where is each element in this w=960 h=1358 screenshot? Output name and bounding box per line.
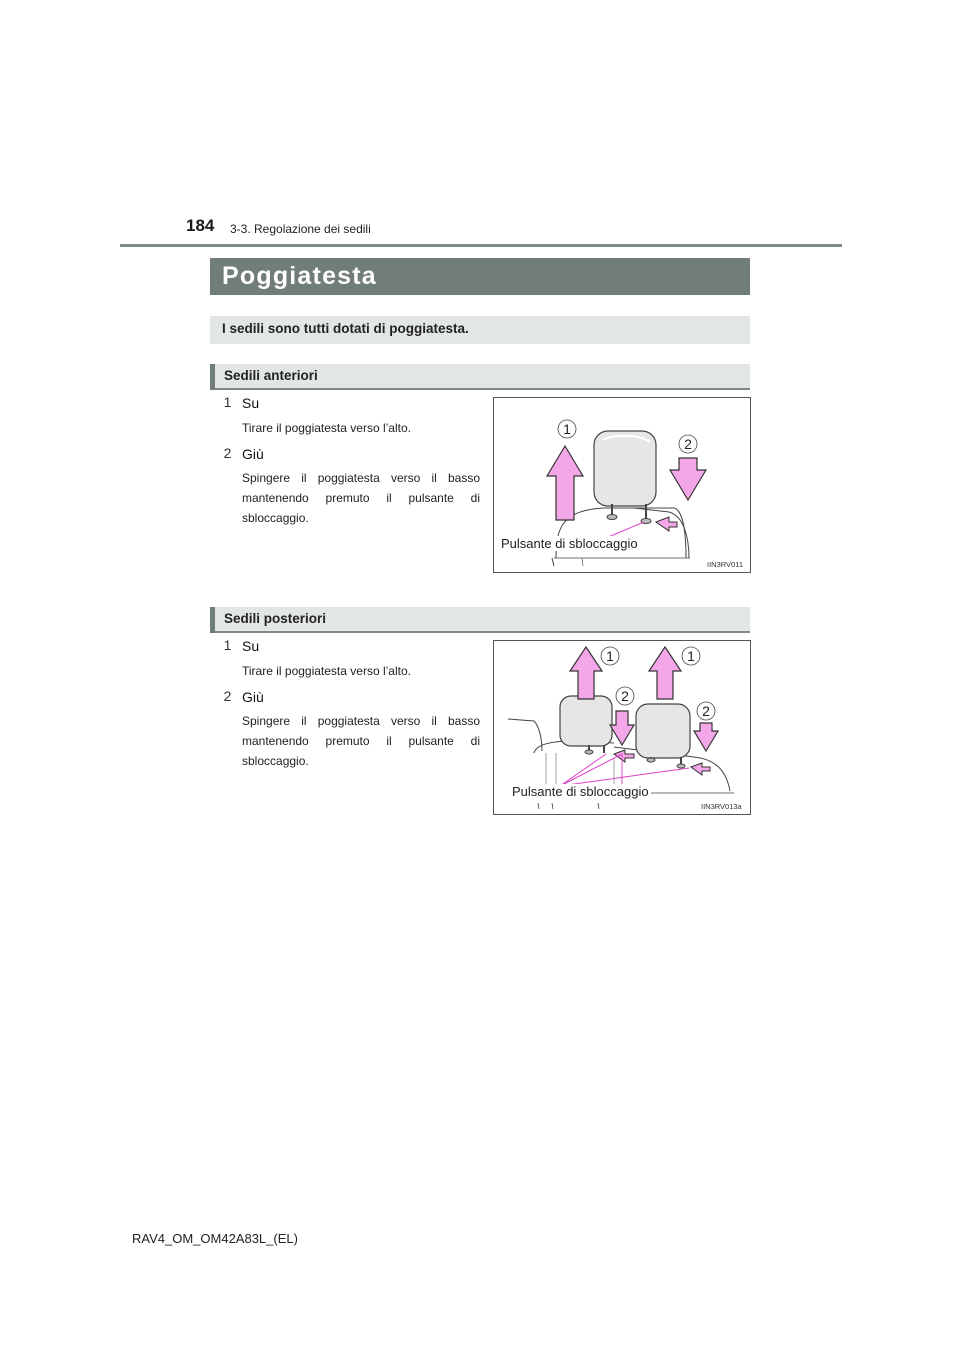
- section-header: 3-3. Regolazione dei sedili: [230, 222, 371, 236]
- callout-number: 1: [687, 648, 695, 664]
- step-number-badge: 1: [223, 394, 232, 410]
- page-title: Poggiatesta: [222, 262, 377, 290]
- front-seats-heading: Sedili anteriori: [224, 368, 318, 383]
- up-arrow-icon: [547, 446, 583, 520]
- release-button-arrow-icon: [691, 763, 710, 775]
- callout-number: 2: [684, 436, 692, 452]
- release-button-label: Pulsante di sbloccaggio: [501, 536, 638, 551]
- step-title-up: Su: [242, 638, 260, 654]
- down-arrow-icon: [670, 458, 706, 500]
- front-headrest-figure: [493, 397, 751, 573]
- rear-seats-heading-bar: [210, 607, 750, 633]
- figure-code: IIN3RV011: [707, 560, 743, 569]
- intro-text: I sedili sono tutti dotati di poggiatesta.: [222, 321, 469, 336]
- callout-number: 2: [621, 688, 629, 704]
- page-number: 184: [186, 216, 215, 235]
- heading-marker: [210, 607, 215, 633]
- release-button-arrow-icon: [614, 750, 634, 762]
- up-arrow-icon: [649, 647, 681, 699]
- front-seats-heading-bar: [210, 364, 750, 390]
- down-arrow-icon: [694, 723, 718, 751]
- callout-number: 1: [563, 421, 571, 437]
- down-arrow-icon: [610, 711, 634, 745]
- step-number-badge: 1: [223, 637, 232, 653]
- step-desc-down: Spingere il poggiatesta verso il basso mantenendo premuto il pulsante di sbloccaggio.: [242, 471, 480, 525]
- intro-box: [210, 316, 750, 344]
- step-number-badge: 2: [223, 688, 232, 704]
- step-title-down: Giù: [242, 446, 264, 462]
- rear-seats-heading: Sedili posteriori: [224, 611, 327, 626]
- step-number-badge: 2: [223, 445, 232, 461]
- release-button-label: Pulsante di sbloccaggio: [512, 784, 649, 799]
- step-desc-down: Spingere il poggiatesta verso il basso mantenendo premuto il pulsante di sbloccaggio.: [242, 714, 480, 768]
- step-desc-up: Tirare il poggiatesta verso l’alto.: [242, 664, 411, 678]
- page-title-bar: [210, 258, 750, 295]
- figure-code: IIN3RV013a: [701, 802, 742, 811]
- step-desc-up: Tirare il poggiatesta verso l’alto.: [242, 421, 411, 435]
- callout-number: 2: [702, 703, 710, 719]
- step-title-down: Giù: [242, 689, 264, 705]
- heading-marker: [210, 364, 215, 390]
- callout-number: 1: [606, 648, 614, 664]
- step-title-up: Su: [242, 395, 260, 411]
- release-button-arrow-icon: [656, 517, 677, 531]
- footer-doc-id: RAV4_OM_OM42A83L_(EL): [132, 1231, 298, 1246]
- rear-headrest-figure: [493, 640, 751, 815]
- header-divider: [120, 244, 842, 247]
- up-arrow-icon: [570, 647, 602, 699]
